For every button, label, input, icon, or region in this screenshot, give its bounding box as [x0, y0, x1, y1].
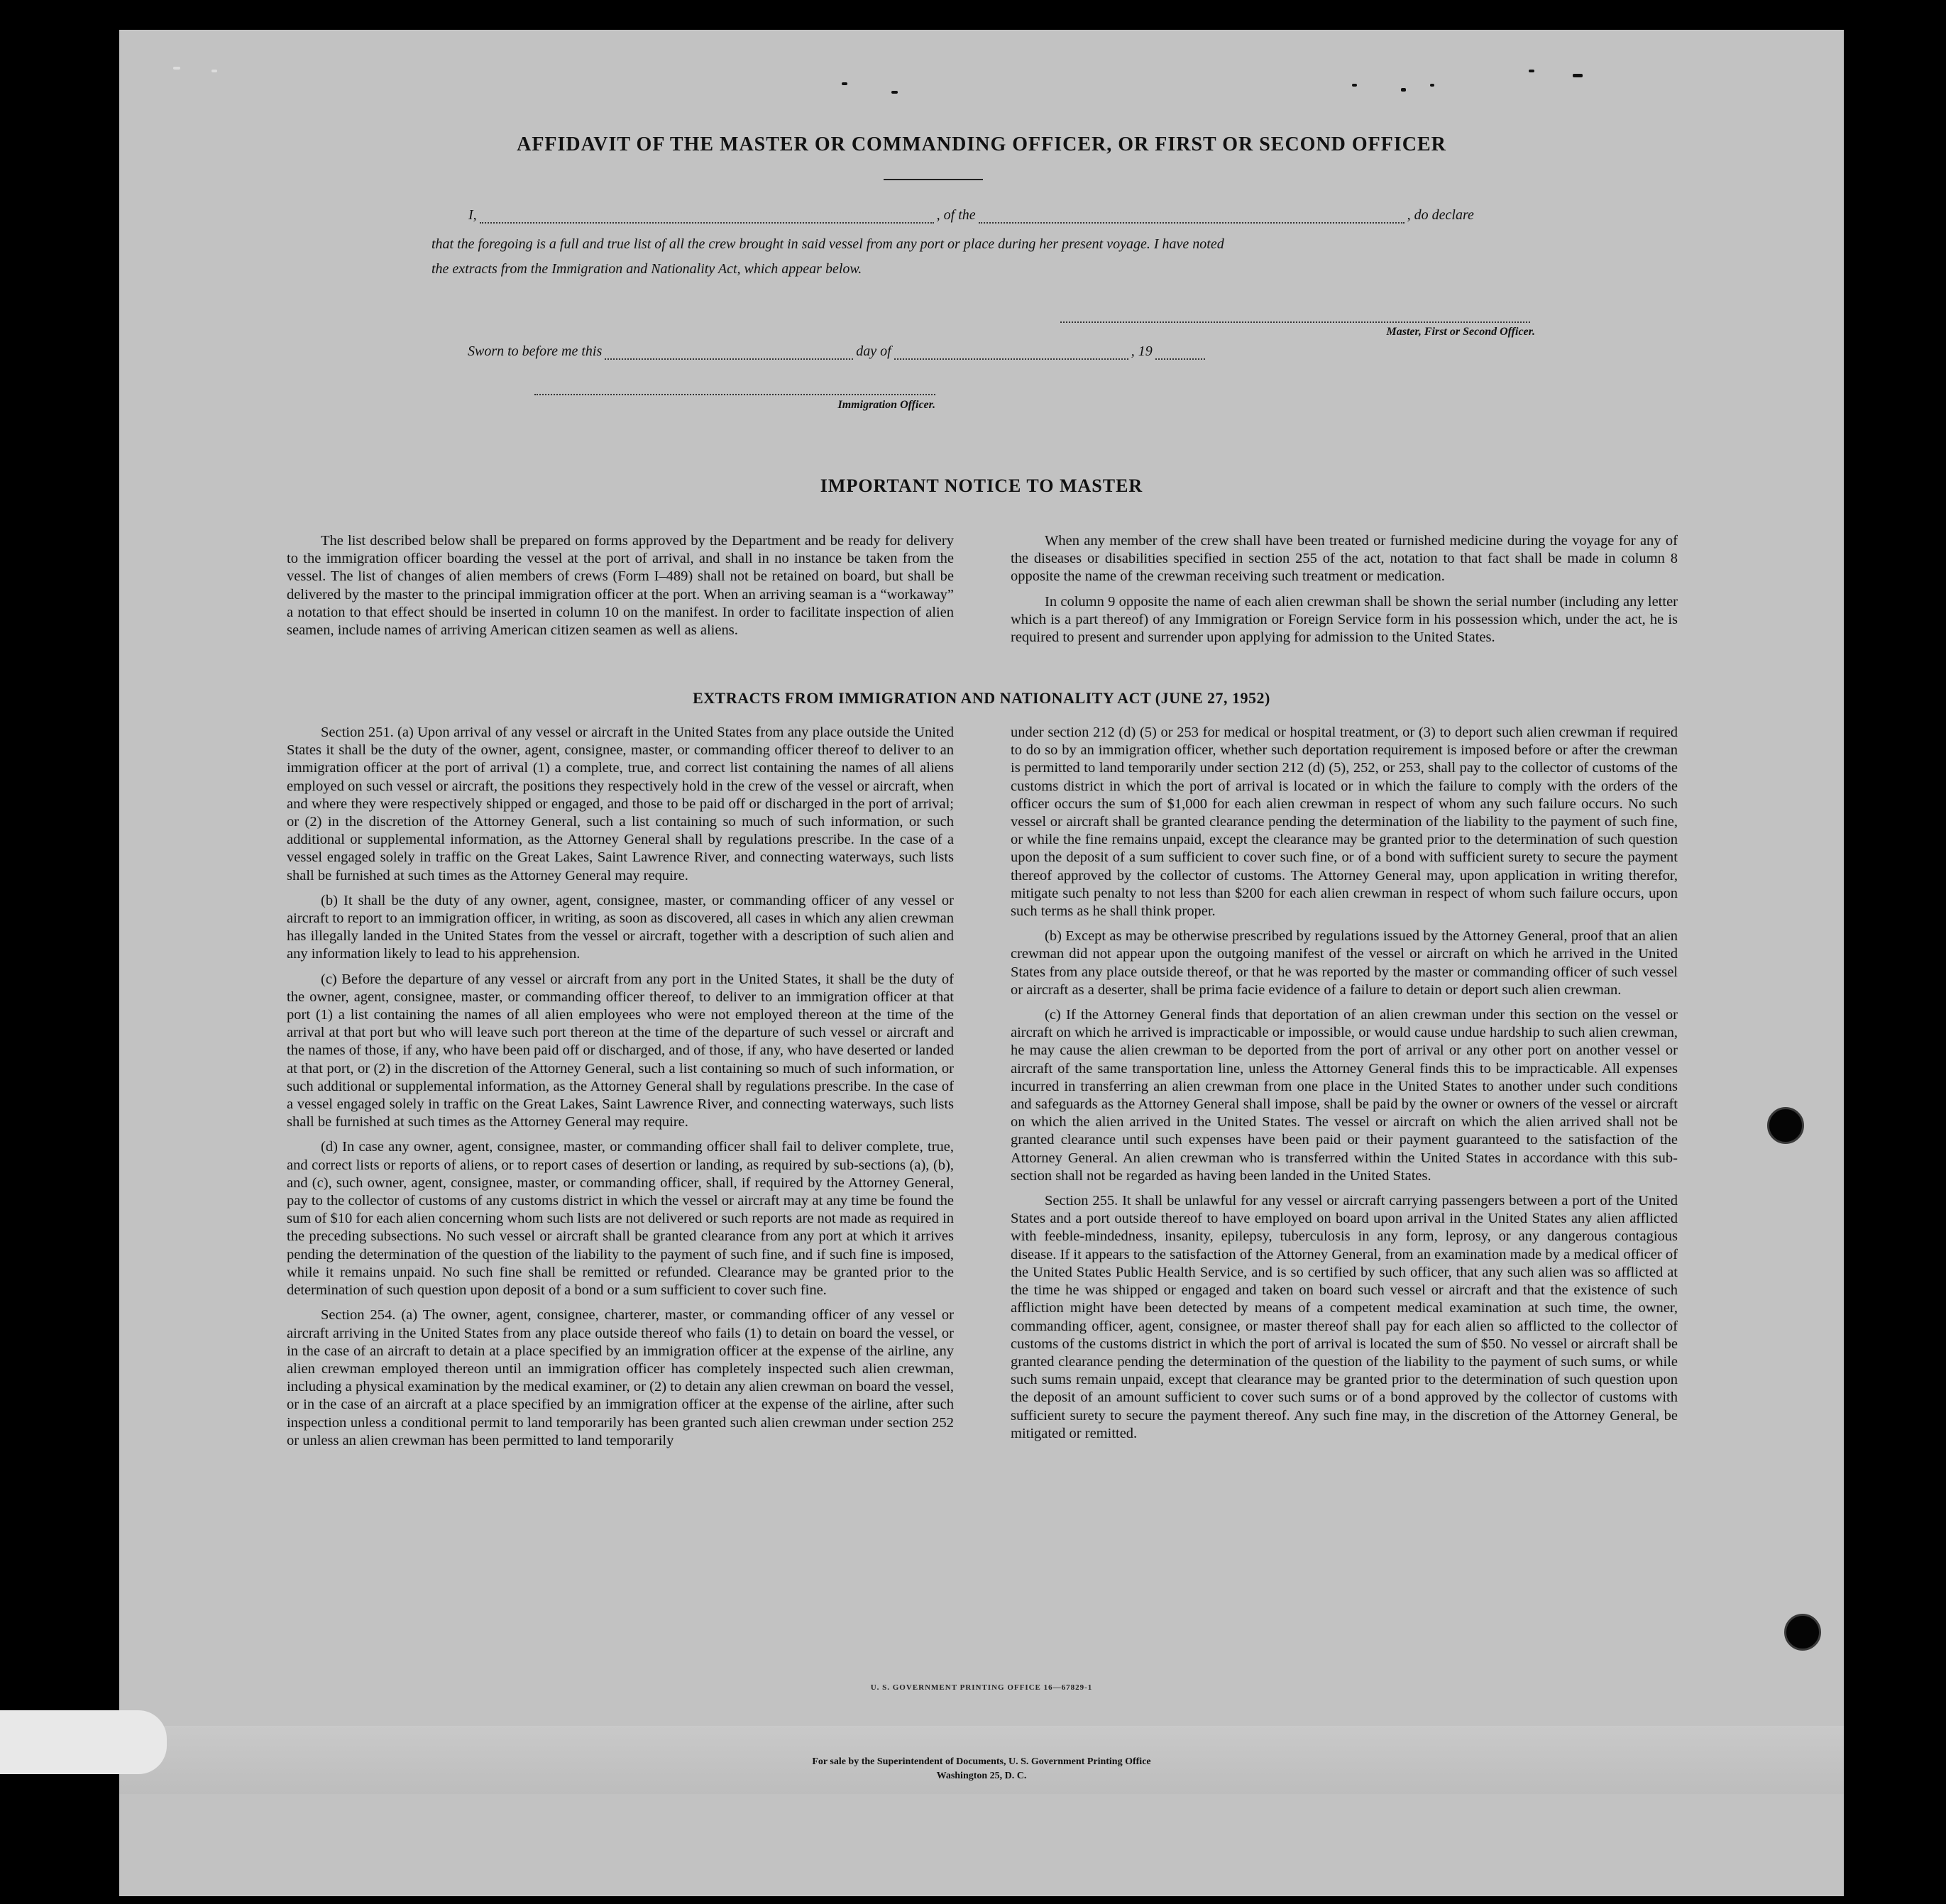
speck: [211, 70, 217, 72]
section-251-c: (c) Before the departure of any vessel or aircraft from any port in the United States, it shall be the duty of the owner, agent, consignee, master, or commanding officer thereof, to deliver to an immigration officer at that port (1) a list containing the names of all alien employees who were not employed thereon at the time of the arrival at that port but who will leave such port thereon at the time of the departure of such vessel or aircraft and the names of those, if any, who have been paid off or discharged, and of those, if any, who have deserted or landed at that port, or (2) in the discretion of the Attorney General, such a list containing so much of such information, or such additional or supplemental information, as the Attorney General shall by regulations prescribe. In the case of a vessel engaged solely in traffic on the Great Lakes, Saint Lawrence River, and connecting waterways, such lists shall be furnished at such times as the Attorney General may require.: [287, 971, 954, 1130]
section-251-d: (d) In case any owner, agent, consignee, master, or commanding officer shall fail to deliver complete, true, and correct lists or reports of aliens, or to report cases of desertion or landing, as required by sub-sections (a), (b), and (c), such owner, agent, consignee, master, or commanding officer, shall, if required by the Attorney General, pay to the collector of customs of any customs district in which the vessel or aircraft may at any time be found the sum of $10 for each alien concerning whom such lists are not delivered or such reports are not made as required in the preceding subsections. No such vessel or aircraft shall be granted clearance from any port at which it arrives pending the determination of the question of the liability to the payment of such fine, and if such fine is imposed, while it remains unpaid. No such fine shall be remitted or refunded. Clearance may be granted prior to the determination of such question upon deposit of a bond or a sum sufficient to cover such fine.: [287, 1139, 954, 1299]
sale-notice-line-2: Washington 25, D. C.: [936, 1771, 1027, 1781]
printing-office-code: U. S. GOVERNMENT PRINTING OFFICE 16—67829-1: [870, 1683, 1093, 1692]
extracts-title: EXTRACTS FROM IMMIGRATION AND NATIONALITY ACT (JUNE 27, 1952): [693, 689, 1270, 707]
notice-right-column: [1011, 532, 1678, 654]
extracts-left-column: [287, 724, 954, 1457]
extracts-right-column: [1011, 724, 1678, 1450]
declare-of-the-text: , of the: [936, 207, 976, 223]
notice-right-paragraph-2: In column 9 opposite the name of each alien crewman shall be shown the serial number (including any letter which is a part thereof) of any Immigration or Foreign Service form in his possession which, under the act, he is required to present and surrender upon applying for admission to the United States.: [1011, 593, 1678, 646]
speck: [173, 67, 180, 70]
name-blank: [480, 209, 934, 224]
section-254-c: (c) If the Attorney General finds that deportation of an alien crewman under this section on the vessel or aircraft on which he arrived is impracticable or impossible, or would cause undue hardship to such alien crewman, he may cause the alien crewman to be deported from the port of arrival or any other port on another vessel or aircraft of the same transportation line, unless the Attorney General finds this to be impracticable. All expenses incurred in transferring an alien crewman from one place in the United States to another under such conditions and safeguards as the Attorney General shall impose, shall be paid by the owner or owners of the vessel or aircraft on which the alien arrived in the United States. The vessel or aircraft on which the alien arrived shall not be granted clearance until such expenses have been paid or their payment guaranteed to the satisfaction of the Attorney General. An alien crewman who is transferred within the United States in accordance with this sub-section shall not be regarded as having been landed in the United States.: [1011, 1007, 1678, 1184]
speck: [1529, 70, 1534, 72]
immigration-officer-label: Immigration Officer.: [837, 399, 935, 411]
section-254-a: Section 254. (a) The owner, agent, consignee, charterer, master, or commanding officer of any vessel or aircraft arriving in the United States from any place outside thereof who fails (1) to detain on board the vessel, or in the case of an aircraft to detain at a place specified by an immigration officer at the expense of the airline, any alien crewman employed thereon until an immigration officer has completely inspected such alien crewman, including a physical examination by the medical examiner, or (2) to detain any alien crewman on board the vessel, or in the case of an aircraft at a place specified by an immigration officer at the expense of the airline, after such inspection unless a conditional permit to land temporarily has been granted such alien crewman under section 252 or unless an alien crewman has been permitted to land temporarily: [287, 1307, 954, 1448]
punch-hole: [1784, 1614, 1821, 1651]
declaration-line: [468, 207, 1647, 224]
punch-hole: [1767, 1107, 1804, 1144]
speck: [1430, 84, 1434, 87]
notice-title: IMPORTANT NOTICE TO MASTER: [820, 475, 1143, 496]
notice-left-column: [287, 532, 954, 646]
section-255: Section 255. It shall be unlawful for any vessel or aircraft carrying passengers between a port of the United States and a port outside thereof to have employed on board upon arrival in the United States any alien afflicted with feeble-mindedness, insanity, epilepsy, tuberculosis in any form, leprosy, or any dangerous contagious disease. If it appears to the satisfaction of the Attorney General, from an examination made by a medical officer of the United States Public Health Service, and is so certified by such officer, that any such alien was so afflicted at the time he was shipped or engaged and taken on board such vessel or aircraft and that the existence of such affliction might have been detected by means of a competent medical examination at such time, the owner, commanding officer, agent, consignee, or master thereof shall pay for each alien so afflicted to the collector of customs of the customs district in which the port of arrival is located the sum of $50. No vessel or aircraft shall be granted clearance pending the determination of the question of the liability to the payment of such sums, or while such sums remain unpaid, except that clearance may be granted prior to the determination of such question upon the deposit of an amount sufficient to cover such sums or of a bond approved by the collector of customs with sufficient surety to secure the payment thereof. Any such fine may, in the discretion of the Attorney General, be mitigated or remitted.: [1011, 1193, 1678, 1441]
speck: [1401, 88, 1406, 92]
sworn-day-of-text: day of: [856, 343, 891, 359]
master-signature-line: [1060, 321, 1530, 323]
document-sheet: [119, 30, 1844, 1896]
statement-line-1: that the foregoing is a full and true list of all the crew brought in said vessel from any port or place during her present voyage. I have noted: [431, 236, 1224, 252]
notice-right-paragraph-1: When any member of the crew shall have been treated or furnished medicine during the voyage for any of the diseases or disabilities specified in section 255 of the act, notation to that fact shall be made in column 8 opposite the name of the crewman receiving such treatment or medication.: [1011, 533, 1678, 585]
statement-line-2: the extracts from the Immigration and Nationality Act, which appear below.: [431, 261, 862, 277]
sworn-before-text: Sworn to before me this: [468, 343, 603, 359]
vessel-blank: [979, 209, 1404, 224]
sale-notice-line-1: For sale by the Superintendent of Documents, U. S. Government Printing Office: [812, 1756, 1151, 1767]
sworn-year-text: , 19: [1131, 343, 1153, 359]
section-251-a: Section 251. (a) Upon arrival of any vessel or aircraft in the United States from any place outside the United States it shall be the duty of the owner, agent, consignee, master, or commanding officer thereof to deliver to an immigration officer at the port of arrival (1) a complete, true, and correct list containing the names of all aliens employed on such vessel or aircraft, the positions they respectively hold in the crew of the vessel or aircraft, when and where they were respectively shipped or engaged, and those to be paid off or discharged in the port of arrival; or (2) in the discretion of the Attorney General, such a list containing so much of such information, or such additional or supplemental information, as the Attorney General shall by regulations prescribe. In the case of a vessel engaged solely in traffic on the Great Lakes, Saint Lawrence River, and connecting waterways, such lists shall be furnished at such times as the Attorney General may require.: [287, 725, 954, 884]
affidavit-title: AFFIDAVIT OF THE MASTER OR COMMANDING OFFICER, OR FIRST OR SECOND OFFICER: [517, 133, 1446, 155]
declare-end-text: , do declare: [1407, 207, 1474, 223]
declare-i-text: I,: [468, 207, 477, 223]
section-251-b: (b) It shall be the duty of any owner, agent, consignee, master, or commanding officer of any vessel or aircraft to report to an immigration officer, in writing, as soon as discovered, all cases in which any alien crewman has illegally landed in the United States from the vessel or aircraft, together with a description of such alien and any information likely to lead to his apprehension.: [287, 892, 954, 962]
speck: [842, 82, 847, 85]
edge-smudge: [0, 1710, 167, 1774]
sworn-line: [468, 343, 1390, 360]
immigration-officer-signature-line: [534, 394, 935, 395]
speck: [891, 91, 898, 94]
master-signature-label: Master, First or Second Officer.: [1386, 326, 1535, 338]
section-254-b: (b) Except as may be otherwise prescribed by regulations issued by the Attorney General, proof that an alien crewman did not appear upon the outgoing manifest of the vessel or aircraft on which he arrived in the United States from any place outside thereof, or that he was reported by the master or commanding officer of such vessel or aircraft as a deserter, shall be prima facie evidence of a failure to detain or deport such alien crewman.: [1011, 928, 1678, 998]
title-underline: [884, 179, 983, 180]
sworn-day-blank: [605, 346, 853, 360]
speck: [1352, 84, 1357, 87]
notice-left-paragraph: The list described below shall be prepared on forms approved by the Department and be ready for delivery to the immigration officer boarding the vessel at the port of arrival, and shall in no instance be taken from the vessel. The list of changes of alien members of crews (Form I–489) shall not be retained on board, but shall be delivered by the master to the principal immigration officer at the port. When an arriving seaman is a “workaway” a notation to that effect should be inserted in column 10 on the manifest. In order to facilitate inspection of alien seamen, include names of arriving American citizen seamen as well as aliens.: [287, 533, 954, 639]
sworn-year-blank: [1155, 346, 1205, 360]
section-254-a-continued: under section 212 (d) (5) or 253 for medical or hospital treatment, or (3) to deport such alien crewman if required to do so by an immigration officer, whether such deportation requirement is imposed before or after the crewman is permitted to land temporarily under section 212 (d) (5), 252, or 253, shall pay to the collector of customs of the customs district in which the port of arrival is located or in which the failure to comply with the orders of the officer occurs the sum of $1,000 for each alien crewman in respect of whom any such failure occurs. No such vessel or aircraft shall be granted clearance pending the determination of the liability to the payment of such fine, or while the fine remains unpaid, except the clearance may be granted prior to the determination of such question upon the deposit of a sum sufficient to cover such fine, or of a bond with sufficient surety to secure the payment thereof approved by the collector of customs. The Attorney General may, upon application in writing therefor, mitigate such penalty to not less than $200 for each alien crewman in respect of whom such failure occurs, upon such terms as he shall think proper.: [1011, 725, 1678, 920]
sworn-month-blank: [894, 346, 1128, 360]
speck: [1573, 74, 1583, 77]
